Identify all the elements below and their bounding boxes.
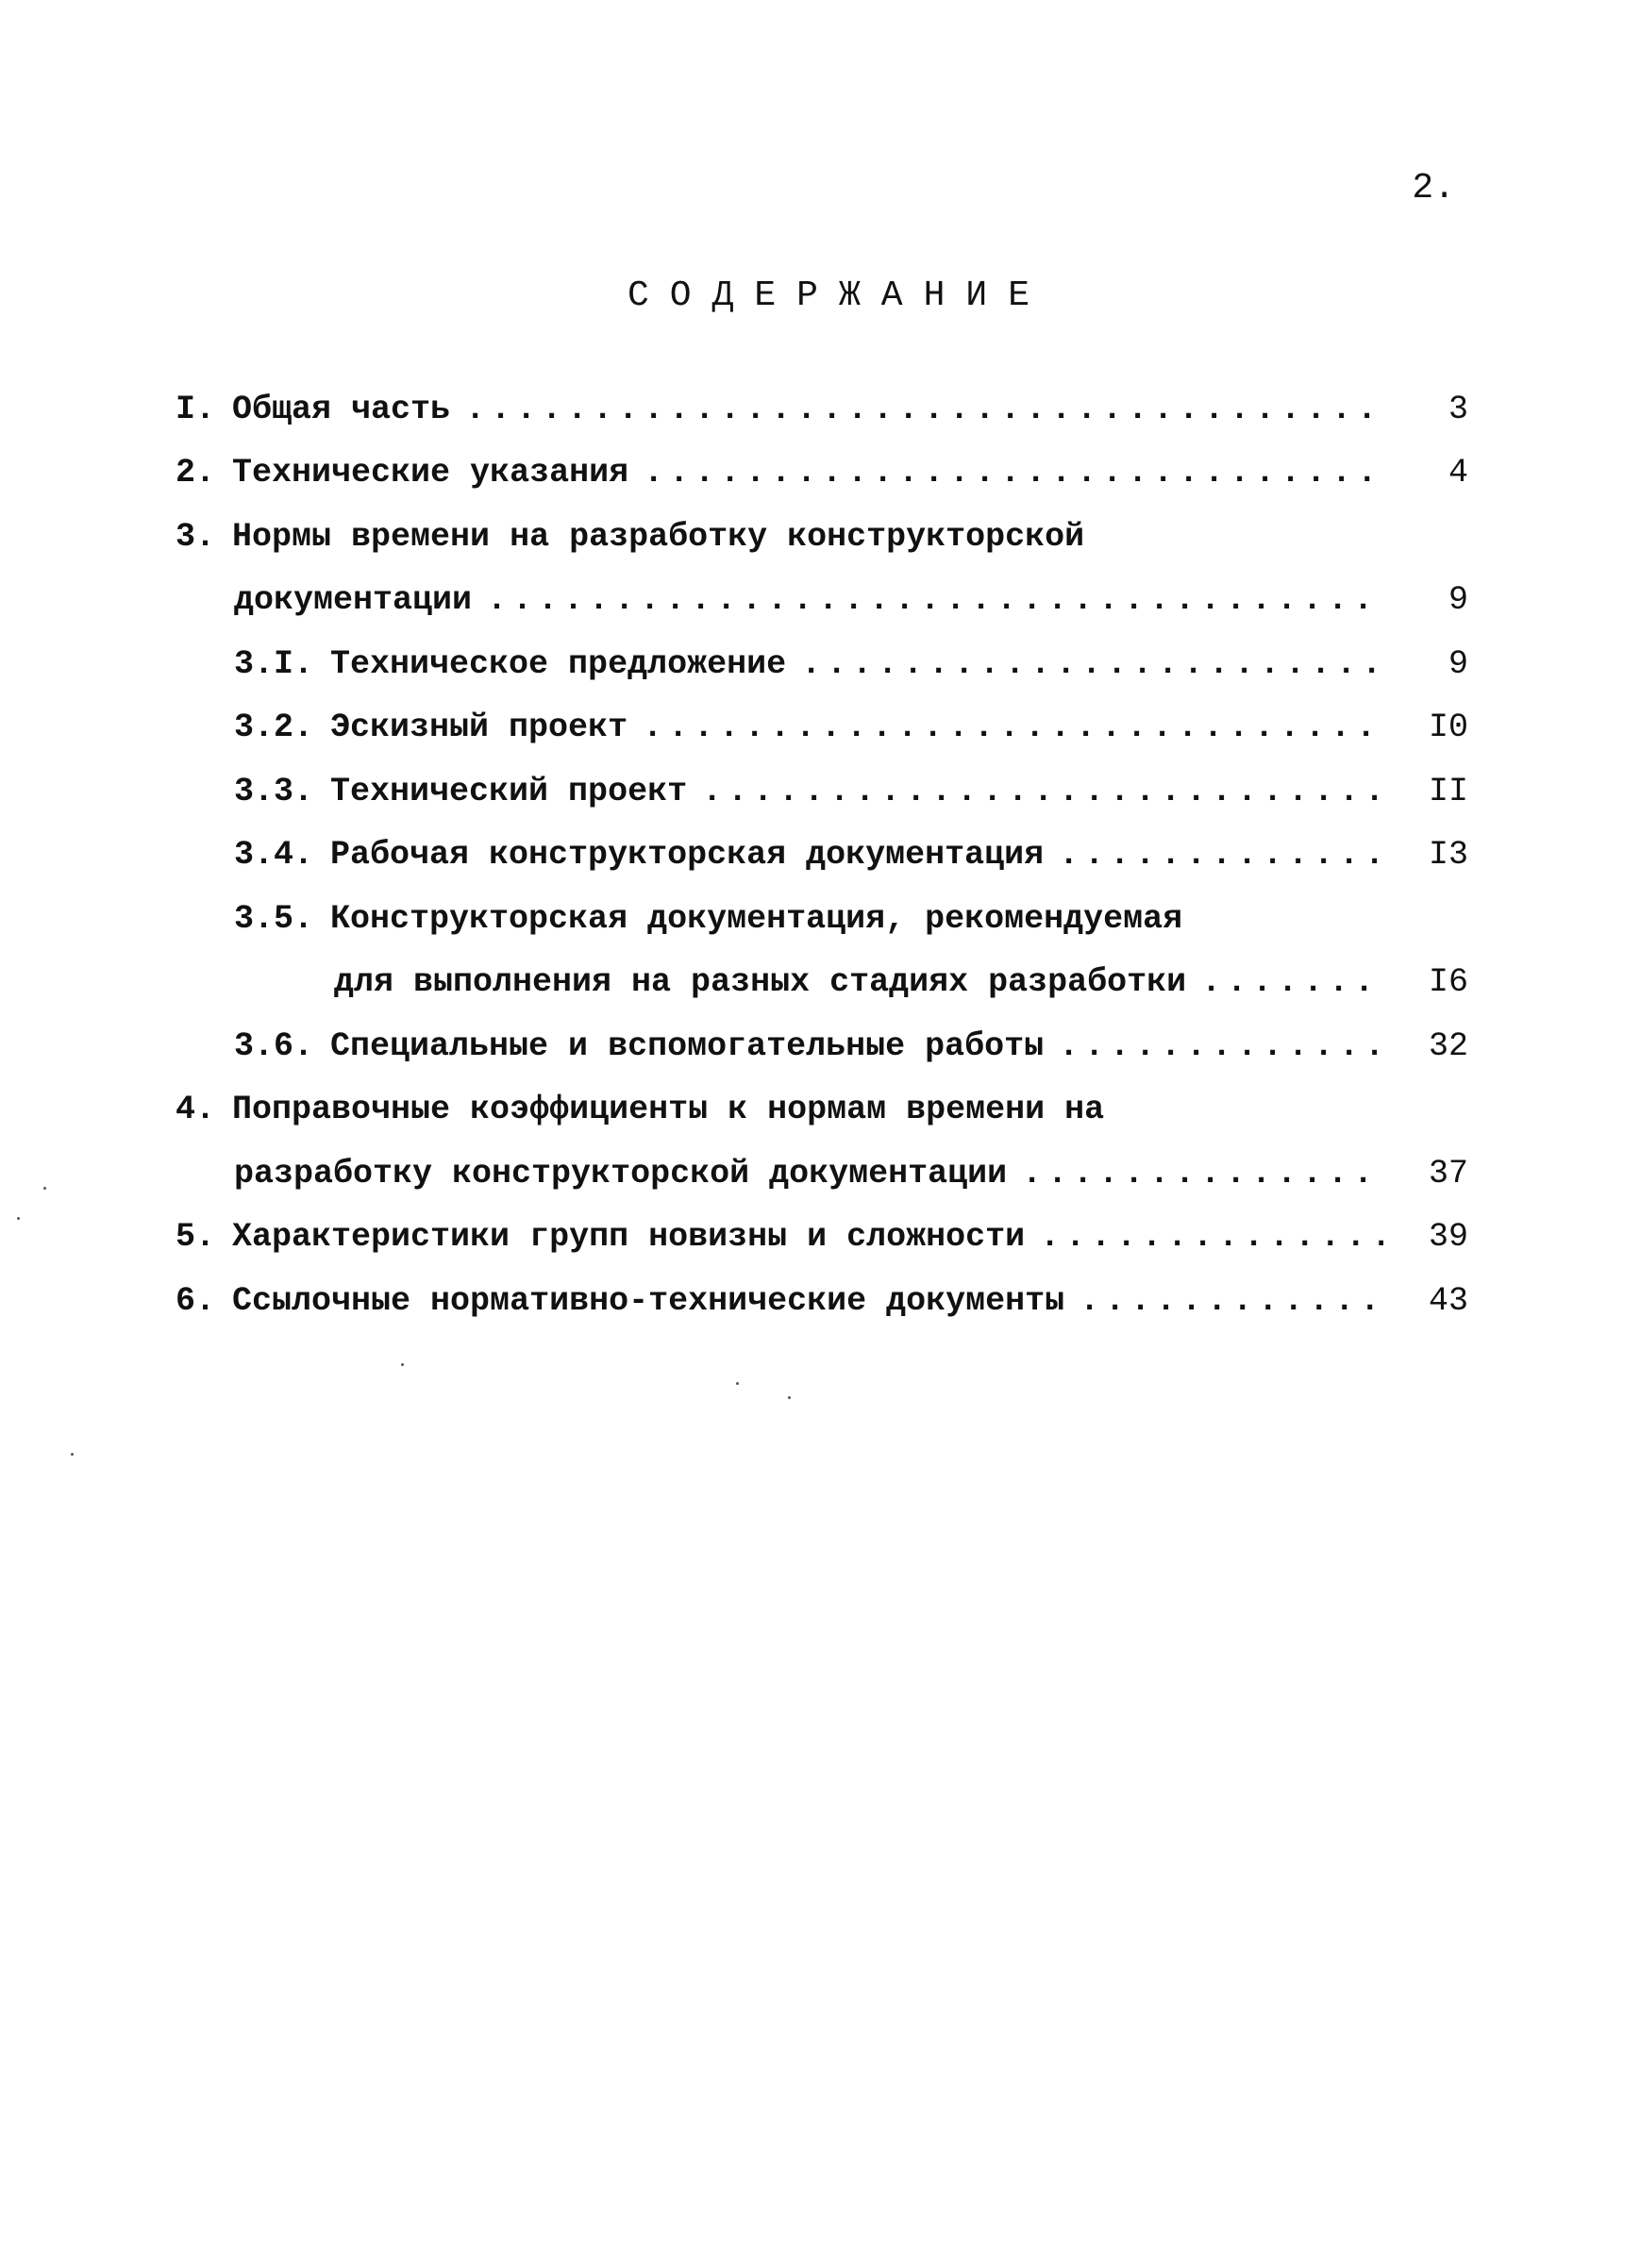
table-of-contents [176, 377, 1468, 1333]
dot-leader [1201, 963, 1383, 1001]
toc-entry-4-continued [176, 1142, 1468, 1206]
toc-entry-3-2 [176, 696, 1468, 760]
toc-entry-number: 3. [176, 517, 216, 556]
toc-entry-number: 6. [176, 1281, 216, 1320]
toc-entry-page: II [1428, 772, 1468, 810]
toc-entry-page: 37 [1428, 1154, 1468, 1192]
toc-entry-3-3 [176, 759, 1468, 824]
toc-entry-number: 3.6. [234, 1026, 314, 1065]
dot-leader [1079, 1282, 1383, 1320]
toc-entry-page: 9 [1448, 644, 1468, 683]
toc-entry-number: I. [176, 390, 216, 428]
toc-entry-title: Общая часть [232, 390, 451, 428]
toc-entry-5 [176, 1206, 1468, 1270]
dot-leader [1059, 836, 1383, 874]
toc-entry-3 [176, 505, 1468, 569]
toc-entry-number: 3.I. [234, 644, 314, 683]
toc-entry-number: 3.4. [234, 836, 314, 875]
toc-entry-2 [176, 442, 1468, 506]
dot-leader [644, 454, 1383, 492]
toc-entry-page: I6 [1428, 963, 1468, 1002]
toc-entry-title: Поправочные коэффициенты к нормам времени на [232, 1091, 1105, 1129]
toc-entry-title: Нормы времени на разработку конструкторской [232, 517, 1085, 556]
toc-entry-number: 5. [176, 1218, 216, 1257]
scan-speck [736, 1382, 739, 1385]
toc-entry-number: 3.2. [234, 709, 314, 747]
toc-entry-number: 4. [176, 1091, 216, 1129]
toc-entry-4 [176, 1078, 1468, 1142]
toc-entry-title: документации [234, 581, 473, 620]
toc-entry-number: 3.5. [234, 899, 314, 938]
toc-heading: СОДЕРЖАНИЕ [627, 275, 1051, 316]
toc-entry-1 [176, 377, 1468, 442]
toc-entry-number: 3.3. [234, 772, 314, 810]
scan-speck [71, 1453, 74, 1456]
toc-entry-page: 3 [1448, 390, 1468, 428]
scan-speck [788, 1396, 791, 1399]
toc-entry-number: 2. [176, 454, 216, 492]
toc-entry-title: Эскизный проект [330, 709, 628, 747]
toc-entry-title: Техническое предложение [330, 644, 787, 683]
dot-leader [1040, 1218, 1383, 1256]
toc-entry-6 [176, 1269, 1468, 1333]
page-number: 2. [1412, 168, 1455, 208]
dot-leader [1022, 1155, 1383, 1192]
dot-leader [801, 645, 1383, 683]
scan-speck [401, 1363, 404, 1366]
toc-entry-title: Специальные и вспомогательные работы [330, 1026, 1045, 1065]
dot-leader [643, 709, 1383, 746]
toc-entry-3-5-continued [176, 951, 1468, 1015]
toc-entry-title: разработку конструкторской документации [234, 1154, 1008, 1192]
toc-entry-page: 9 [1448, 581, 1468, 620]
toc-entry-title: Технический проект [330, 772, 688, 810]
toc-entry-page: 4 [1448, 454, 1468, 492]
toc-entry-title: Рабочая конструкторская документация [330, 836, 1045, 875]
toc-entry-page: 32 [1428, 1026, 1468, 1065]
toc-entry-page: 39 [1428, 1218, 1468, 1257]
toc-entry-page: I3 [1428, 836, 1468, 875]
scan-speck [43, 1187, 46, 1190]
toc-entry-3-4 [176, 824, 1468, 888]
toc-entry-title: для выполнения на разных стадиях разработки [334, 963, 1187, 1002]
toc-entry-page: 43 [1428, 1281, 1468, 1320]
scan-speck [17, 1217, 20, 1220]
toc-entry-3-continued [176, 569, 1468, 633]
dot-leader [465, 391, 1383, 428]
dot-leader [702, 773, 1383, 810]
toc-entry-3-1 [176, 632, 1468, 696]
toc-entry-3-6 [176, 1014, 1468, 1078]
dot-leader [487, 581, 1383, 619]
toc-entry-title: Конструкторская документация, рекомендуемая [330, 899, 1183, 938]
toc-entry-page: I0 [1428, 709, 1468, 747]
toc-entry-title: Ссылочные нормативно-технические документы [232, 1281, 1065, 1320]
toc-entry-title: Характеристики групп новизны и сложности [232, 1218, 1026, 1257]
dot-leader [1059, 1027, 1383, 1065]
toc-entry-title: Технические указания [232, 454, 629, 492]
toc-entry-3-5 [176, 887, 1468, 951]
